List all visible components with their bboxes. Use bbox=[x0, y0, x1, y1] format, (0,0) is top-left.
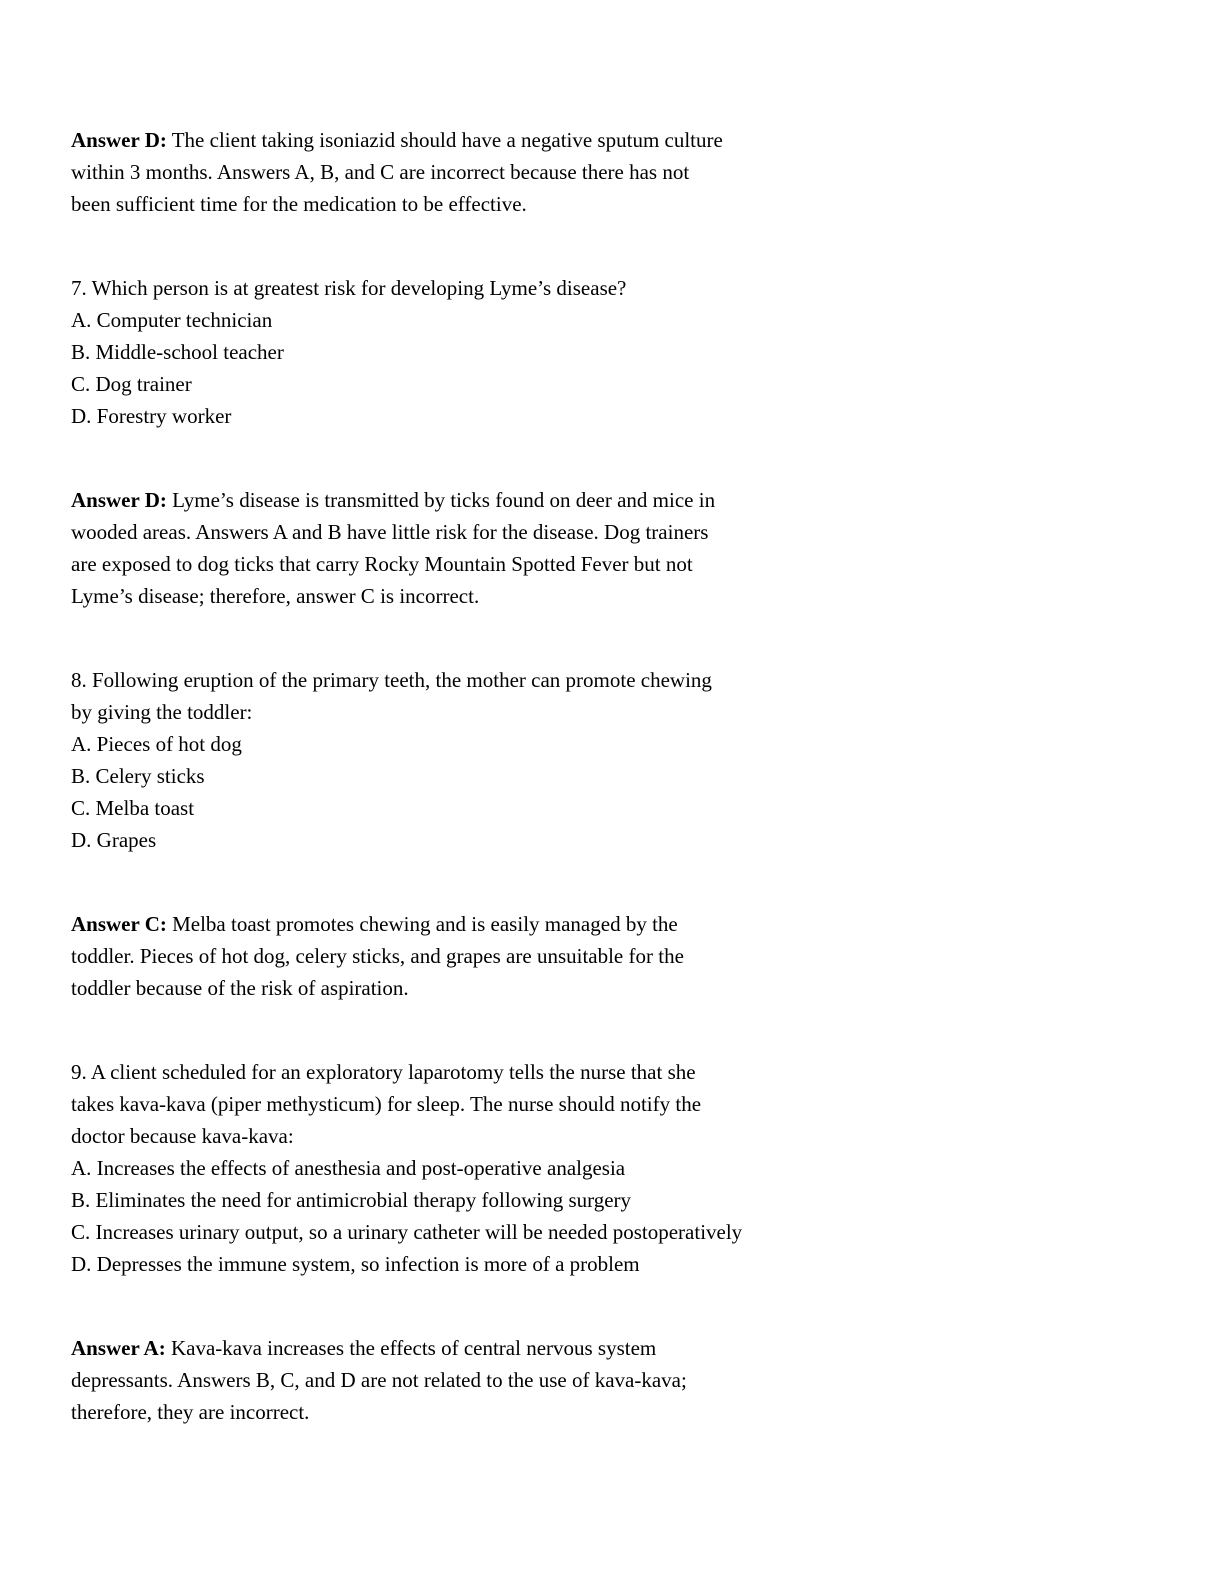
answer-7-line-2: wooded areas. Answers A and B have little risk for the disease. Dog trainers bbox=[71, 520, 709, 544]
answer-7-line-3: are exposed to dog ticks that carry Rocky Mountain Spotted Fever but not bbox=[71, 552, 693, 576]
answer-9-line-1: Answer A: Kava-kava increases the effects of central nervous system bbox=[71, 1336, 657, 1360]
question-8-option-b: B. Celery sticks bbox=[71, 764, 205, 788]
answer-8-line-1: Answer C: Melba toast promotes chewing and is easily managed by the bbox=[71, 912, 678, 936]
answer-8-line-3: toddler because of the risk of aspiration. bbox=[71, 976, 409, 1000]
answer-7-line-1: Answer D: Lyme’s disease is transmitted by ticks found on deer and mice in bbox=[71, 488, 716, 512]
answer-6-line-3: been sufficient time for the medication to be effective. bbox=[71, 192, 527, 216]
answer-7-line-4: Lyme’s disease; therefore, answer C is incorrect. bbox=[71, 584, 480, 608]
question-8-option-a: A. Pieces of hot dog bbox=[71, 732, 242, 756]
answer-7-label: Answer D: bbox=[71, 488, 167, 512]
answer-9-line-2: depressants. Answers B, C, and D are not related to the use of kava-kava; bbox=[71, 1368, 687, 1392]
question-8-option-c: C. Melba toast bbox=[71, 796, 195, 820]
question-7-stem: 7. Which person is at greatest risk for developing Lyme’s disease? bbox=[71, 276, 627, 300]
question-8-stem-line-1: 8. Following eruption of the primary teeth, the mother can promote chewing bbox=[71, 668, 712, 692]
question-9-option-c: C. Increases urinary output, so a urinary catheter will be needed postoperatively bbox=[71, 1220, 743, 1244]
question-9-stem-line-1: 9. A client scheduled for an exploratory laparotomy tells the nurse that she bbox=[71, 1060, 696, 1084]
answer-8-label: Answer C: bbox=[71, 912, 167, 936]
answer-9-line-3: therefore, they are incorrect. bbox=[71, 1400, 310, 1424]
answer-8-line-2: toddler. Pieces of hot dog, celery sticks, and grapes are unsuitable for the bbox=[71, 944, 684, 968]
answer-6-line-2: within 3 months. Answers A, B, and C are incorrect because there has not bbox=[71, 160, 690, 184]
question-8-option-d: D. Grapes bbox=[71, 828, 157, 852]
question-9-stem-line-2: takes kava-kava (piper methysticum) for sleep. The nurse should notify the bbox=[71, 1092, 702, 1116]
answer-6-line-1: Answer D: The client taking isoniazid should have a negative sputum culture bbox=[71, 128, 723, 152]
question-8-stem-line-2: by giving the toddler: bbox=[71, 700, 253, 724]
question-9-option-d: D. Depresses the immune system, so infection is more of a problem bbox=[71, 1252, 640, 1276]
answer-9-label: Answer A: bbox=[71, 1336, 166, 1360]
question-9-stem-line-3: doctor because kava-kava: bbox=[71, 1124, 294, 1148]
question-7-option-d: D. Forestry worker bbox=[71, 404, 232, 428]
question-7-option-b: B. Middle-school teacher bbox=[71, 340, 284, 364]
question-9-option-a: A. Increases the effects of anesthesia and post-operative analgesia bbox=[71, 1156, 626, 1180]
answer-6-label: Answer D: bbox=[71, 128, 167, 152]
question-9-option-b: B. Eliminates the need for antimicrobial therapy following surgery bbox=[71, 1188, 632, 1212]
question-7-option-c: C. Dog trainer bbox=[71, 372, 192, 396]
question-7-option-a: A. Computer technician bbox=[71, 308, 273, 332]
